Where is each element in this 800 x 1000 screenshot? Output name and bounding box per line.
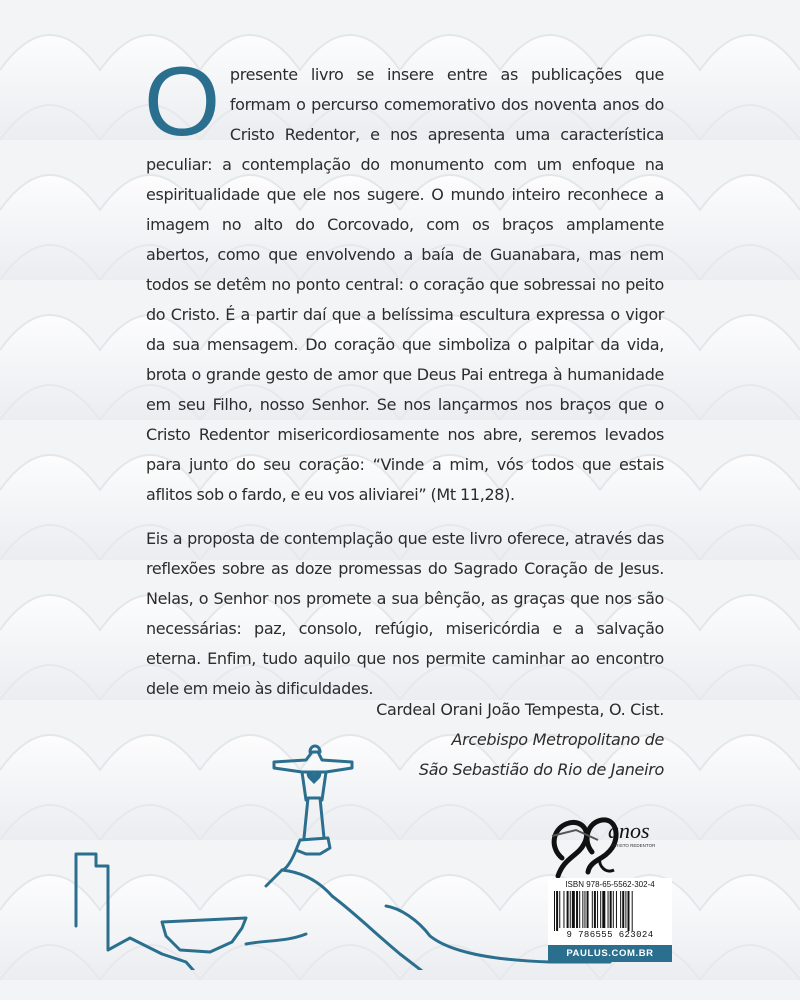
barcode-bar bbox=[625, 891, 626, 928]
barcode-bar bbox=[576, 891, 578, 928]
barcode-bar bbox=[582, 891, 583, 928]
barcode-bar bbox=[556, 891, 558, 931]
barcode-bar bbox=[584, 891, 585, 928]
barcode-bar bbox=[594, 891, 596, 928]
isbn-label: ISBN 978-65-5562-302-4 bbox=[565, 880, 655, 889]
author-title-line-2: São Sebastião do Rio de Janeiro bbox=[418, 760, 664, 779]
barcode-bar bbox=[602, 891, 605, 928]
barcode-digits: 9 786555 623024 bbox=[566, 930, 654, 940]
barcode-bar bbox=[622, 891, 624, 928]
barcode-bar bbox=[600, 891, 601, 928]
barcode-bar bbox=[608, 891, 609, 928]
barcode-bar bbox=[554, 891, 555, 931]
paragraph-2: Eis a proposta de contemplação que este livro oferece, através das reflexões sobre as doze promessas do Sagrado Coração de Jesus. Nelas, o Senhor nos promete a sua bênção, as graças que nos são necessárias: paz, consolo, refúgio, misericórdia e a salvação eterna. Enfim, tudo aquilo que nos permite caminhar ao encontro dele em meio às dificuldades. bbox=[146, 529, 664, 698]
barcode-bar bbox=[570, 891, 571, 928]
barcode-bar bbox=[613, 891, 614, 928]
90-years-logo bbox=[540, 800, 690, 880]
barcode-bar bbox=[610, 891, 612, 928]
barcode-bar bbox=[579, 891, 580, 928]
paragraph-1-text: presente livro se insere entre as publicações que formam o percurso comemorativo dos noventa anos do Cristo Redentor, e nos apresenta uma característica peculiar: a contemplação do monumento com um enfoque na espiritualidade que ele nos sugere. O mundo inteiro reconhece a imagem no alto do Corcovado, com os braços amplamente abertos, como que envolvendo a baía de Guanabara, mas nem todos se detêm no ponto central: o coração que sobressai no peito do Cristo. É a partir daí que a belíssima escultura expressa o vigor da sua mensagem. Do coração que simboliza o palpitar da vida, brota o grande gesto de amor que Deus Pai entrega à humanidade em seu Filho, nosso Senhor. Se nos lançarmos nos braços que o Cristo Redentor misericordiosamente nos abre, seremos levados para junto do seu coração: “Vinde a mim, vós todos que estais aflitos sob o fardo, e eu vos aliviarei” (Mt 11,28). bbox=[146, 65, 664, 504]
barcode-bar bbox=[620, 891, 621, 928]
barcode-bar bbox=[572, 891, 575, 928]
barcode-bars bbox=[550, 891, 670, 931]
barcode-bar bbox=[567, 891, 569, 928]
barcode-panel bbox=[548, 878, 672, 962]
author-title-line-1: Arcebispo Metropolitano de bbox=[451, 730, 664, 749]
barcode-bar bbox=[616, 891, 617, 928]
author-name: Cardeal Orani João Tempesta, O. Cist. bbox=[376, 700, 664, 719]
back-cover-text bbox=[144, 46, 664, 704]
barcode-bar bbox=[632, 891, 633, 931]
barcode-bar bbox=[597, 891, 598, 928]
paragraph-1 bbox=[144, 46, 664, 510]
barcode-bar bbox=[559, 891, 560, 928]
logo-anos-text: anos bbox=[608, 818, 650, 843]
logo-subtitle: CRISTO REDENTOR bbox=[612, 843, 656, 848]
dropcap-letter: O bbox=[144, 46, 220, 156]
barcode-bar bbox=[587, 891, 589, 928]
barcode-bar bbox=[563, 891, 564, 928]
barcode-bar bbox=[628, 891, 630, 931]
barcode-bar bbox=[592, 891, 593, 928]
publisher-url: PAULUS.COM.BR bbox=[548, 945, 672, 962]
